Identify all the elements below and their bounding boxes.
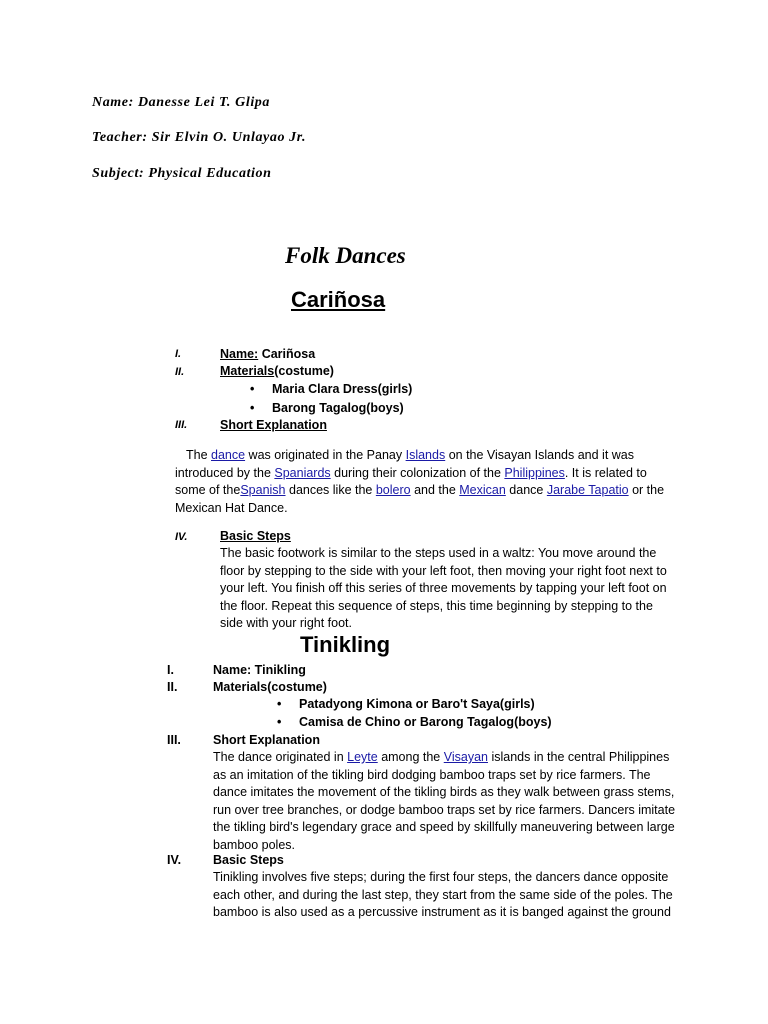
carinosa-basic-label: Basic Steps xyxy=(220,529,291,543)
carinosa-name-value: Cariñosa xyxy=(258,347,316,361)
link-islands[interactable]: Islands xyxy=(405,448,446,462)
tinikling-bullet-2: • Camisa de Chino or Barong Tagalog(boys) xyxy=(277,715,552,729)
carinosa-basic-steps: The basic footwork is similar to the steps used in a waltz: You move around the floor by stepping to the side with your left foot, then moving your right foot next to your left. You finish off this series of three movements by tapping your left foot on the floor. Repeat this sequence of steps, this time beginning by stepping to the side with your right foot. xyxy=(220,546,667,630)
carinosa-materials-line xyxy=(220,364,334,378)
document-title: Folk Dances xyxy=(285,243,406,268)
carinosa-bullet-1: • Maria Clara Dress(girls) xyxy=(250,382,413,396)
link-spanish[interactable]: Spanish xyxy=(240,483,286,497)
tinikling-basic-steps: Tinikling involves five steps; during the first four steps, the dancers dance opposite each other, and during the last step, they start from the same side of the poles. The bamboo is also used as a percussive instrument as it is banged against the ground xyxy=(213,870,673,919)
carinosa-numeral-2: II. xyxy=(175,366,185,378)
tinikling-explanation: The dance originated in Leyte among the Visayan islands in the central Philippines as an imitation of the tikling bird dodging bamboo traps set by rice farmers. The dance imitates the movement of the tikling birds as they walk between grass stems, run over tree branches, or dodge bamboo traps set by rice farmers. Dancers imitate the tikling bird's legendary grace and speed by skillfully maneuvering between large bamboo poles. xyxy=(213,750,676,852)
teacher-name: Teacher: Sir Elvin O. Unlayao Jr. xyxy=(92,130,307,145)
carinosa-name-line xyxy=(220,347,315,361)
link-jarabe-tapatio[interactable]: Jarabe Tapatio xyxy=(546,483,629,497)
carinosa-name-label: Name: xyxy=(220,347,259,361)
carinosa-bullet-2: • Barong Tagalog(boys) xyxy=(250,401,404,415)
link-philippines[interactable]: Philippines xyxy=(504,465,565,480)
carinosa-materials-label: Materials xyxy=(220,364,275,378)
link-visayan[interactable]: Visayan xyxy=(443,750,488,764)
tinikling-numeral-4: IV. xyxy=(167,853,182,867)
tinikling-materials: Materials(costume) xyxy=(213,680,327,694)
carinosa-explanation: The dance was originated in the Panay Islands on the Visayan Islands and it was introduced by the Spaniards during their colonization of the Philippines. It is related to some of theSpanish dances like the bolero and the Mexican dance Jarabe Tapatio or the Mexican Hat Dance. xyxy=(175,448,665,515)
tinikling-numeral-1: I. xyxy=(167,663,174,677)
tinikling-bullet-1: • Patadyong Kimona or Baro't Saya(girls) xyxy=(277,697,535,711)
carinosa-title: Cariñosa xyxy=(291,287,386,312)
tinikling-short-label: Short Explanation xyxy=(213,733,320,747)
link-spaniards[interactable]: Spaniards xyxy=(274,465,331,480)
link-mexican[interactable]: Mexican xyxy=(459,483,506,497)
subject: Subject: Physical Education xyxy=(92,166,272,181)
carinosa-numeral-4: IV. xyxy=(175,531,188,543)
tinikling-title: Tinikling xyxy=(300,632,391,657)
tinikling-basic-label: Basic Steps xyxy=(213,853,284,867)
link-leyte[interactable]: Leyte xyxy=(347,750,378,764)
carinosa-materials-suffix: (costume) xyxy=(274,364,334,378)
link-dance[interactable]: dance xyxy=(211,448,246,462)
link-bolero[interactable]: bolero xyxy=(375,483,411,497)
tinikling-numeral-2: II. xyxy=(167,680,178,694)
tinikling-name: Name: Tinikling xyxy=(213,663,306,677)
carinosa-short-label: Short Explanation xyxy=(220,418,327,432)
carinosa-numeral-1: I. xyxy=(175,348,182,360)
tinikling-numeral-3: III. xyxy=(167,733,181,747)
student-name: Name: Danesse Lei T. Glipa xyxy=(92,95,271,110)
carinosa-numeral-3: III. xyxy=(175,419,188,431)
